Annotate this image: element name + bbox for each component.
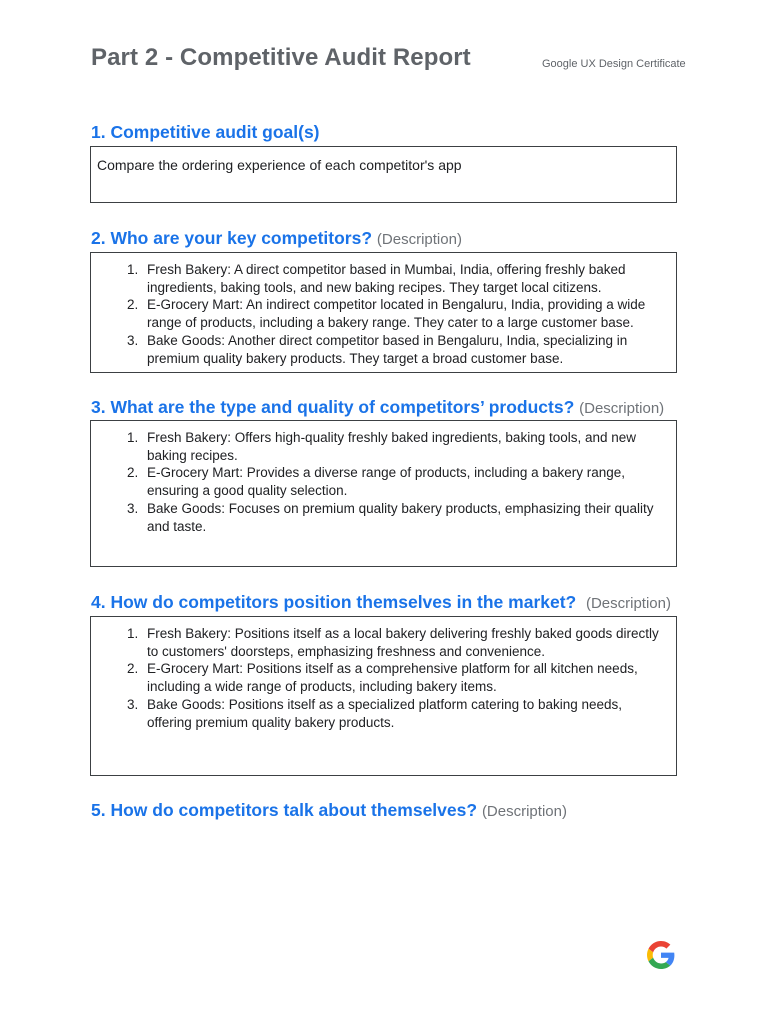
list-item: 2. E-Grocery Mart: An indirect competitor located in Bengaluru, India, providing a wide range of products, including a bakery range. They cater to a large customer base. bbox=[142, 296, 666, 331]
goal-text: Compare the ordering experience of each competitor's app bbox=[97, 157, 462, 173]
answer-box-competitors bbox=[90, 252, 677, 373]
list-item: 3. Bake Goods: Another direct competitor based in Bengaluru, India, specializing in premium quality bakery products. They target a broad customer base. bbox=[142, 332, 666, 367]
section-heading-text: 5. How do competitors talk about themselves? bbox=[91, 800, 478, 820]
answer-box-goal bbox=[90, 146, 677, 203]
section-description: (Description) bbox=[481, 803, 567, 820]
section-description: (Description) bbox=[376, 231, 462, 248]
answer-box-products bbox=[90, 420, 677, 567]
list-item: 2. E-Grocery Mart: Provides a diverse range of products, including a bakery range, ensuring a good quality selection. bbox=[142, 464, 666, 499]
section-heading-products bbox=[91, 397, 664, 418]
list-item: 2. E-Grocery Mart: Positions itself as a comprehensive platform for all kitchen needs, including a wide range of products, including bakery items. bbox=[142, 660, 666, 695]
page-title: Part 2 - Competitive Audit Report bbox=[91, 44, 471, 71]
section-heading-text: 3. What are the type and quality of competitors’ products? bbox=[91, 397, 575, 417]
positioning-list bbox=[91, 617, 676, 731]
section-heading-messaging bbox=[91, 800, 567, 821]
certificate-label: Google UX Design Certificate bbox=[542, 58, 686, 70]
competitor-list bbox=[91, 253, 676, 367]
google-logo-icon bbox=[647, 941, 675, 969]
list-item: 1. Fresh Bakery: Positions itself as a local bakery delivering freshly baked goods directly to customers' doorsteps, emphasizing freshness and convenience. bbox=[142, 625, 666, 660]
section-heading-text: 2. Who are your key competitors? bbox=[91, 228, 373, 248]
section-heading-competitors bbox=[91, 228, 462, 249]
section-heading-text: 4. How do competitors position themselves in the market? bbox=[91, 592, 577, 612]
section-description: (Description) bbox=[579, 400, 665, 417]
list-item: 1. Fresh Bakery: Offers high-quality freshly baked ingredients, baking tools, and new baking recipes. bbox=[142, 429, 666, 464]
section-heading-text: 1. Competitive audit goal(s) bbox=[91, 122, 320, 142]
list-item: 3. Bake Goods: Positions itself as a specialized platform catering to baking needs, offering premium quality bakery products. bbox=[142, 696, 666, 731]
section-heading-positioning bbox=[91, 592, 671, 613]
list-item: 1. Fresh Bakery: A direct competitor based in Mumbai, India, offering freshly baked ingredients, baking tools, and new baking recipes. They target local citizens. bbox=[142, 261, 666, 296]
section-heading-goal bbox=[91, 122, 320, 143]
list-item: 3. Bake Goods: Focuses on premium quality bakery products, emphasizing their quality and taste. bbox=[142, 500, 666, 535]
products-list bbox=[91, 421, 676, 535]
answer-box-positioning bbox=[90, 616, 677, 776]
section-description: (Description) bbox=[585, 595, 671, 612]
